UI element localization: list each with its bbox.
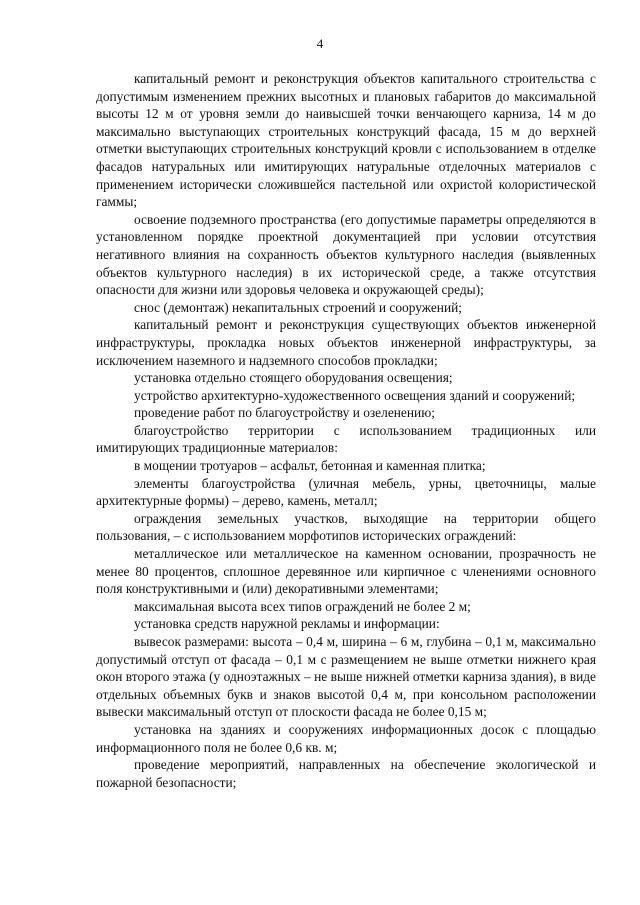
document-body bbox=[96, 70, 596, 791]
paragraph: освоение подземного пространства (его допустимые параметры определяются в установленном порядке проектной документацией при условии отсутствия негативного влияния на сохранность объектов культурного наследия (выявленных объектов культурного наследия) в их исторической среде, а также отсутствия опасности для жизни или здоровья человека и окружающей среды); bbox=[96, 211, 596, 298]
paragraph: в мощении тротуаров – асфальт, бетонная и каменная плитка; bbox=[134, 458, 486, 474]
paragraph: вывесок размерами: высота – 0,4 м, ширина – 6 м, глубина – 0,1 м, максимально допустимый отступ от фасада – 0,1 м с размещением не выше отметки нижнего края окон второго этажа (у одноэтажных – не выше нижней отметки карниза здания), в виде отдельных объемных букв и знаков высотой 0,4 м, при консольном расположении вывески максимальный отступ от плоскости фасада не более 0,15 м; bbox=[96, 634, 596, 720]
paragraph: установка средств наружной рекламы и информации: bbox=[134, 616, 440, 632]
paragraph: капитальный ремонт и реконструкция объектов капитального строительства с допустимым изменением прежних высотных и плановых габаритов до максимальной высоты 12 м от уровня земли до наивысшей точки венчающего карниза, 14 м до максимально выступающих строительных конструкций фасада, 15 м до верхней отметки выступающих строительных конструкций кровли с использованием в отделке фасадов натуральных или имитирующих натуральные отделочных материалов с применением исторически сложившейся пастельной или охристой колористической гаммы; bbox=[96, 71, 596, 210]
paragraph: максимальная высота всех типов ограждений не более 2 м; bbox=[134, 598, 471, 614]
paragraph: ограждения земельных участков, выходящие на территории общего пользования, – с использованием морфотипов исторических ограждений: bbox=[96, 510, 596, 544]
paragraph: снос (демонтаж) некапитальных строений и сооружений; bbox=[134, 299, 463, 315]
paragraph: установка на зданиях и сооружениях информационных досок с площадью информационного поля не более 0,6 кв. м; bbox=[96, 721, 596, 755]
paragraph: металлическое или металлическое на каменном основании, прозрачность не менее 80 процентов, сплошное деревянное или кирпичное с членениями основного поля конструктивными и (или) декоративными элементами; bbox=[96, 546, 596, 597]
page-number: 4 bbox=[316, 36, 324, 51]
paragraph: установка отдельно стоящего оборудования освещения; bbox=[134, 370, 453, 386]
paragraph: элементы благоустройства (уличная мебель, урны, цветочницы, малые архитектурные формы) – дерево, камень, металл; bbox=[96, 475, 596, 509]
paragraph: проведение работ по благоустройству и озеленению; bbox=[134, 405, 435, 421]
paragraph: проведение мероприятий, направленных на обеспечение экологической и пожарной безопасности; bbox=[96, 757, 596, 790]
paragraph: благоустройство территории с использованием традиционных или имитирующих традиционные материалов: bbox=[96, 422, 596, 456]
paragraph: устройство архитектурно-художественного освещения зданий и сооружений; bbox=[134, 387, 576, 403]
paragraph: капитальный ремонт и реконструкция существующих объектов инженерной инфраструктуры, прокладка новых объектов инженерной инфраструктуры, за исключением наземного и надземного способов прокладки; bbox=[96, 317, 596, 368]
